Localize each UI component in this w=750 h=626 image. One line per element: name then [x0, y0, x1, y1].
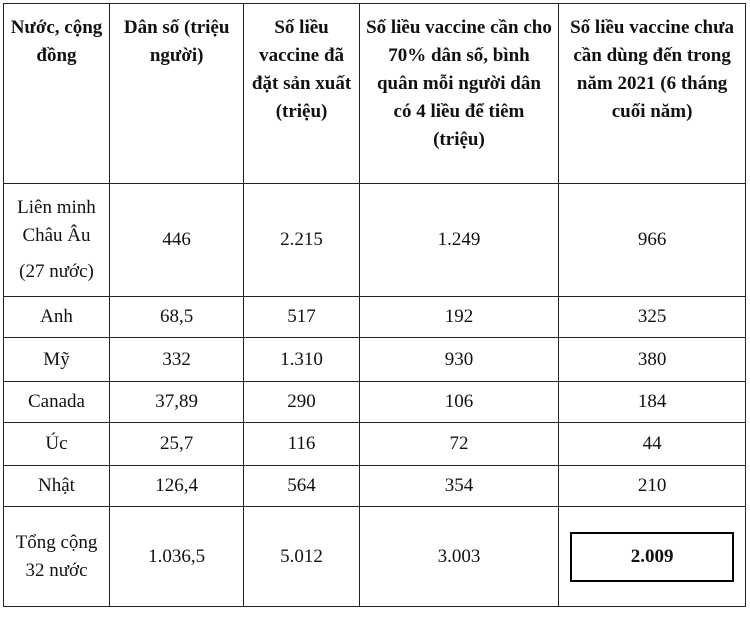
table-row [4, 466, 746, 507]
country-cell: Nhật [4, 466, 110, 507]
surplus-cell: 44 [559, 423, 746, 466]
country-name: Liên minh Châu Âu [17, 197, 96, 246]
population-cell: 68,5 [110, 297, 244, 338]
needed-cell: 72 [359, 423, 558, 466]
header-population: Dân số (triệu người) [110, 4, 244, 184]
header-surplus: Số liều vaccine chưa cần dùng đến trong năm 2021 (6 tháng cuối năm) [559, 4, 746, 184]
total-label: Tổng cộng 32 nước [4, 507, 110, 607]
country-cell: Mỹ [4, 338, 110, 382]
total-needed: 3.003 [359, 507, 558, 607]
ordered-cell: 290 [244, 382, 359, 423]
country-cell: Anh [4, 297, 110, 338]
table-row [4, 338, 746, 382]
needed-cell: 192 [359, 297, 558, 338]
population-cell: 126,4 [110, 466, 244, 507]
country-subtitle: (27 nước) [19, 261, 94, 282]
needed-cell: 1.249 [359, 184, 558, 297]
surplus-cell: 325 [559, 297, 746, 338]
surplus-cell: 380 [559, 338, 746, 382]
surplus-cell: 966 [559, 184, 746, 297]
ordered-cell: 2.215 [244, 184, 359, 297]
table-row [4, 423, 746, 466]
needed-cell: 930 [359, 338, 558, 382]
total-population: 1.036,5 [110, 507, 244, 607]
country-cell: Úc [4, 423, 110, 466]
header-row [4, 4, 746, 184]
ordered-cell: 1.310 [244, 338, 359, 382]
population-cell: 446 [110, 184, 244, 297]
surplus-cell: 210 [559, 466, 746, 507]
header-country: Nước, cộng đồng [4, 4, 110, 184]
population-cell: 37,89 [110, 382, 244, 423]
country-cell: Canada [4, 382, 110, 423]
ordered-cell: 564 [244, 466, 359, 507]
total-surplus-highlight: 2.009 [570, 532, 734, 582]
needed-cell: 354 [359, 466, 558, 507]
table-row [4, 184, 746, 297]
ordered-cell: 517 [244, 297, 359, 338]
total-ordered: 5.012 [244, 507, 359, 607]
surplus-cell: 184 [559, 382, 746, 423]
population-cell: 332 [110, 338, 244, 382]
needed-cell: 106 [359, 382, 558, 423]
population-cell: 25,7 [110, 423, 244, 466]
header-ordered: Số liều vaccine đã đặt sản xuất (triệu) [244, 4, 359, 184]
country-cell [4, 184, 110, 297]
ordered-cell: 116 [244, 423, 359, 466]
total-row [4, 507, 746, 607]
header-needed: Số liều vaccine cần cho 70% dân số, bình quân mỗi người dân có 4 liều để tiêm (triệu) [359, 4, 558, 184]
table-row [4, 297, 746, 338]
vaccine-table [3, 3, 746, 607]
total-surplus-cell [559, 507, 746, 607]
table-row [4, 382, 746, 423]
